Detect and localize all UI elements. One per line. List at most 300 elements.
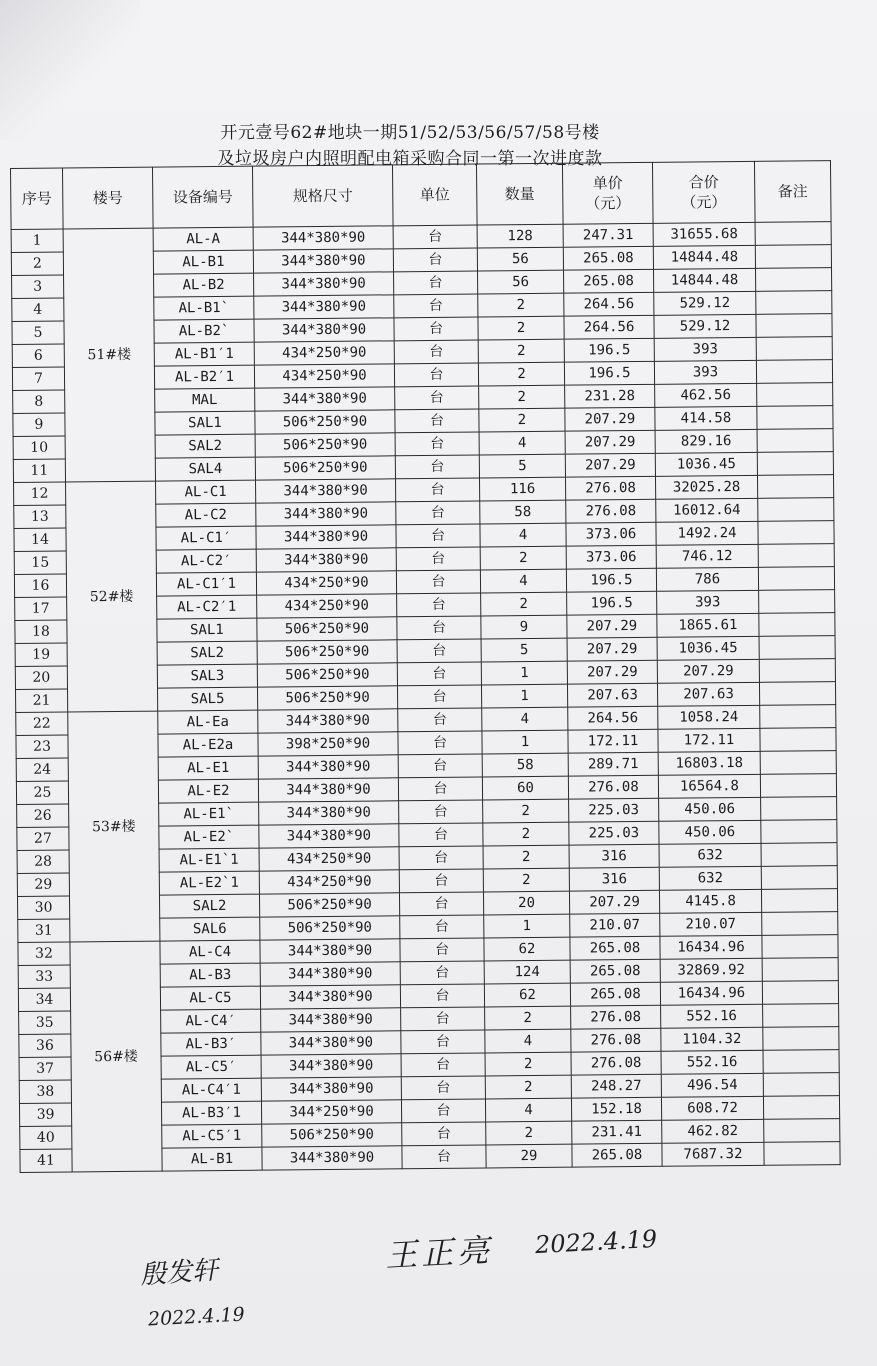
note-cell [762, 958, 838, 982]
spec-cell: 434*250*90 [257, 594, 397, 618]
header-total-line1: 合价 [688, 173, 719, 192]
price-cell: 265.08 [563, 246, 653, 270]
seq-cell: 22 [16, 712, 68, 735]
device-cell: AL-E1`1 [159, 848, 259, 872]
spec-cell: 506*250*90 [257, 640, 397, 664]
note-cell [761, 866, 837, 890]
qty-cell: 2 [485, 1075, 571, 1099]
unit-cell: 台 [399, 823, 483, 847]
header-seq: 序号 [11, 168, 64, 229]
seq-cell: 30 [17, 896, 69, 919]
price-cell: 225.03 [569, 798, 659, 822]
header-qty: 数量 [476, 163, 563, 225]
price-cell: 196.5 [567, 591, 657, 615]
qty-cell: 58 [482, 753, 568, 777]
note-cell [759, 682, 835, 706]
seq-cell: 1 [11, 229, 63, 252]
qty-cell: 60 [482, 776, 568, 800]
price-cell: 276.08 [565, 476, 655, 500]
price-cell: 207.63 [567, 683, 657, 707]
total-cell: 172.11 [658, 728, 760, 752]
qty-cell: 2 [478, 293, 564, 317]
note-cell [761, 797, 837, 821]
spec-cell: 344*380*90 [261, 1054, 401, 1078]
device-cell: SAL2 [159, 894, 259, 918]
note-cell [757, 406, 833, 430]
total-cell: 1058.24 [658, 705, 760, 729]
total-cell: 1865.61 [657, 613, 759, 637]
total-cell: 14844.48 [654, 268, 756, 292]
spec-cell: 344*380*90 [260, 939, 400, 963]
building-cell: 53#楼 [68, 711, 160, 942]
total-cell: 1036.45 [657, 636, 759, 660]
total-cell: 16434.96 [660, 981, 762, 1005]
unit-cell: 台 [402, 1145, 486, 1169]
paper-shadow [0, 0, 140, 140]
unit-cell: 台 [397, 639, 481, 663]
spec-cell: 506*250*90 [257, 686, 397, 710]
note-cell [762, 935, 838, 959]
unit-cell: 台 [396, 570, 480, 594]
seq-cell: 4 [12, 298, 64, 321]
seq-cell: 41 [20, 1149, 72, 1172]
price-cell: 231.41 [572, 1120, 662, 1144]
total-cell: 529.12 [654, 291, 756, 315]
note-cell [757, 383, 833, 407]
note-cell [759, 636, 835, 660]
building-cell: 56#楼 [70, 941, 162, 1172]
device-cell: AL-B1′1 [154, 342, 254, 366]
unit-cell: 台 [396, 501, 480, 525]
spec-cell: 344*380*90 [254, 295, 394, 319]
device-cell: AL-C4′ [161, 1009, 261, 1033]
unit-cell: 台 [400, 961, 484, 985]
building-cell: 51#楼 [63, 228, 155, 482]
seq-cell: 29 [17, 873, 69, 896]
total-cell: 552.16 [661, 1050, 763, 1074]
device-cell: SAL5 [157, 687, 257, 711]
qty-cell: 9 [481, 615, 567, 639]
seq-cell: 40 [20, 1126, 72, 1149]
total-cell: 632 [659, 866, 761, 890]
seq-cell: 14 [14, 528, 66, 551]
spec-cell: 344*380*90 [256, 479, 396, 503]
seq-cell: 6 [12, 344, 64, 367]
total-cell: 450.06 [659, 820, 761, 844]
price-cell: 172.11 [568, 729, 658, 753]
note-cell [756, 314, 832, 338]
device-cell: AL-B2 [154, 273, 254, 297]
device-cell: AL-B1 [162, 1147, 262, 1171]
header-spec: 规格尺寸 [252, 165, 393, 227]
qty-cell: 5 [479, 454, 565, 478]
table-header-row [11, 161, 832, 230]
seq-cell: 39 [19, 1103, 71, 1126]
qty-cell: 58 [480, 500, 566, 524]
unit-cell: 台 [394, 340, 478, 364]
unit-cell: 台 [398, 708, 482, 732]
price-cell: 231.28 [565, 384, 655, 408]
spec-cell: 344*250*90 [261, 1100, 401, 1124]
qty-cell: 4 [485, 1029, 571, 1053]
note-cell [763, 1050, 839, 1074]
total-cell: 1492.24 [656, 521, 758, 545]
total-cell: 786 [656, 567, 758, 591]
qty-cell: 2 [486, 1121, 572, 1145]
price-cell: 225.03 [569, 821, 659, 845]
qty-cell: 2 [481, 592, 567, 616]
signature-left-name: 殷发轩 [139, 1255, 220, 1291]
unit-cell: 台 [393, 248, 477, 272]
seq-cell: 11 [13, 459, 65, 482]
qty-cell: 2 [483, 868, 569, 892]
total-cell: 16564.8 [658, 774, 760, 798]
spec-cell: 506*250*90 [255, 456, 395, 480]
note-cell [760, 751, 836, 775]
qty-cell: 62 [484, 983, 570, 1007]
seq-cell: 15 [14, 551, 66, 574]
device-cell: MAL [155, 388, 255, 412]
total-cell: 393 [654, 360, 756, 384]
price-cell: 264.56 [568, 706, 658, 730]
qty-cell: 2 [485, 1006, 571, 1030]
spec-cell: 344*380*90 [254, 272, 394, 296]
qty-cell: 56 [477, 247, 563, 271]
qty-cell: 1 [481, 661, 567, 685]
total-cell: 207.29 [657, 659, 759, 683]
device-cell: AL-Ea [158, 710, 258, 734]
spec-cell: 344*380*90 [253, 226, 393, 250]
note-cell [758, 567, 834, 591]
device-cell: AL-B2′1 [154, 365, 254, 389]
price-cell: 264.56 [564, 315, 654, 339]
spec-cell: 434*250*90 [259, 847, 399, 871]
device-cell: AL-C2′ [156, 549, 256, 573]
price-cell: 207.29 [567, 614, 657, 638]
device-cell: AL-E2`1 [159, 871, 259, 895]
device-cell: AL-C4 [160, 940, 260, 964]
note-cell [764, 1142, 840, 1166]
price-cell: 196.5 [564, 338, 654, 362]
total-cell: 1036.45 [655, 452, 757, 476]
unit-cell: 台 [401, 1007, 485, 1031]
unit-cell: 台 [394, 271, 478, 295]
total-cell: 414.58 [655, 406, 757, 430]
spec-cell: 506*250*90 [255, 433, 395, 457]
price-cell: 264.56 [564, 292, 654, 316]
header-total [652, 161, 755, 223]
note-cell [761, 843, 837, 867]
qty-cell: 128 [477, 224, 563, 248]
spec-cell: 344*380*90 [259, 801, 399, 825]
total-cell: 608.72 [661, 1096, 763, 1120]
table-body [11, 222, 840, 1173]
qty-cell: 4 [482, 707, 568, 731]
total-cell: 529.12 [654, 314, 756, 338]
seq-cell: 18 [15, 620, 67, 643]
unit-cell: 台 [395, 386, 479, 410]
spec-cell: 344*380*90 [259, 824, 399, 848]
spec-cell: 344*380*90 [256, 502, 396, 526]
spec-cell: 506*250*90 [255, 410, 395, 434]
device-cell: AL-E2` [159, 825, 259, 849]
spec-cell: 434*250*90 [256, 571, 396, 595]
qty-cell: 2 [478, 362, 564, 386]
unit-cell: 台 [394, 317, 478, 341]
spec-cell: 344*380*90 [262, 1146, 402, 1170]
seq-cell: 35 [19, 1011, 71, 1034]
device-cell: AL-B3′1 [161, 1101, 261, 1125]
unit-cell: 台 [398, 731, 482, 755]
price-cell: 373.06 [566, 545, 656, 569]
unit-cell: 台 [395, 455, 479, 479]
price-cell: 196.5 [564, 361, 654, 385]
unit-cell: 台 [396, 478, 480, 502]
unit-cell: 台 [395, 409, 479, 433]
device-cell: SAL2 [155, 434, 255, 458]
price-cell: 207.29 [565, 430, 655, 454]
total-cell: 32025.28 [655, 475, 757, 499]
unit-cell: 台 [398, 754, 482, 778]
spec-cell: 344*380*90 [261, 1008, 401, 1032]
price-cell: 248.27 [571, 1074, 661, 1098]
price-cell: 289.71 [568, 752, 658, 776]
price-cell: 265.08 [572, 1143, 662, 1167]
price-cell: 265.08 [570, 959, 660, 983]
unit-cell: 台 [401, 1076, 485, 1100]
total-cell: 393 [657, 590, 759, 614]
total-cell: 16434.96 [660, 935, 762, 959]
note-cell [764, 1119, 840, 1143]
total-cell: 393 [654, 337, 756, 361]
device-cell: SAL1 [155, 411, 255, 435]
price-cell: 316 [569, 844, 659, 868]
price-cell: 152.18 [571, 1097, 661, 1121]
building-cell: 52#楼 [66, 481, 158, 712]
total-cell: 1104.32 [661, 1027, 763, 1051]
price-cell: 207.29 [567, 637, 657, 661]
seq-cell: 37 [19, 1057, 71, 1080]
total-cell: 16803.18 [658, 751, 760, 775]
total-cell: 829.16 [655, 429, 757, 453]
spec-cell: 506*250*90 [260, 916, 400, 940]
seq-cell: 7 [12, 367, 64, 390]
price-cell: 265.08 [570, 936, 660, 960]
seq-cell: 17 [15, 597, 67, 620]
note-cell [762, 981, 838, 1005]
unit-cell: 台 [394, 363, 478, 387]
seq-cell: 23 [16, 735, 68, 758]
note-cell [762, 912, 838, 936]
spec-cell: 434*250*90 [259, 870, 399, 894]
note-cell [756, 360, 832, 384]
qty-cell: 4 [485, 1098, 571, 1122]
unit-cell: 台 [396, 547, 480, 571]
price-cell: 265.08 [564, 269, 654, 293]
total-cell: 450.06 [659, 797, 761, 821]
device-cell: SAL3 [157, 664, 257, 688]
qty-cell: 4 [480, 523, 566, 547]
total-cell: 462.82 [662, 1119, 764, 1143]
note-cell [758, 544, 834, 568]
device-cell: AL-B1 [153, 250, 253, 274]
device-cell: AL-C4′1 [161, 1078, 261, 1102]
spec-cell: 344*380*90 [253, 249, 393, 273]
device-cell: AL-C5′ [161, 1055, 261, 1079]
unit-cell: 台 [401, 1099, 485, 1123]
note-cell [758, 521, 834, 545]
signature-left-date: 2022.4.19 [147, 1303, 246, 1331]
seq-cell: 9 [13, 413, 65, 436]
spec-cell: 344*380*90 [256, 548, 396, 572]
qty-cell: 4 [480, 569, 566, 593]
unit-cell: 台 [401, 1053, 485, 1077]
qty-cell: 2 [479, 385, 565, 409]
seq-cell: 5 [12, 321, 64, 344]
unit-cell: 台 [397, 593, 481, 617]
qty-cell: 1 [482, 730, 568, 754]
unit-cell: 台 [393, 225, 477, 249]
price-cell: 316 [569, 867, 659, 891]
note-cell [761, 889, 837, 913]
spec-cell: 434*250*90 [254, 341, 394, 365]
unit-cell: 台 [394, 294, 478, 318]
spec-cell: 434*250*90 [254, 364, 394, 388]
price-cell: 207.29 [567, 660, 657, 684]
seq-cell: 34 [18, 988, 70, 1011]
header-note: 备注 [754, 161, 831, 223]
seq-cell: 36 [19, 1034, 71, 1057]
spec-cell: 398*250*90 [258, 732, 398, 756]
seq-cell: 33 [18, 965, 70, 988]
device-cell: AL-E2 [158, 779, 258, 803]
seq-cell: 24 [16, 758, 68, 781]
total-cell: 552.16 [661, 1004, 763, 1028]
progress-payment-table [10, 160, 841, 1173]
qty-cell: 56 [478, 270, 564, 294]
device-cell: SAL4 [155, 457, 255, 481]
note-cell [763, 1004, 839, 1028]
spec-cell: 344*380*90 [258, 778, 398, 802]
header-price [562, 162, 653, 224]
total-cell: 746.12 [656, 544, 758, 568]
price-cell: 207.29 [565, 453, 655, 477]
total-cell: 14844.48 [653, 245, 755, 269]
device-cell: AL-C5 [160, 986, 260, 1010]
device-cell: SAL6 [160, 917, 260, 941]
price-cell: 210.07 [570, 913, 660, 937]
unit-cell: 台 [397, 662, 481, 686]
spec-cell: 344*380*90 [255, 387, 395, 411]
device-cell: AL-C2′1 [157, 595, 257, 619]
device-cell: AL-B3 [160, 963, 260, 987]
qty-cell: 2 [483, 799, 569, 823]
note-cell [756, 291, 832, 315]
device-cell: AL-E2a [158, 733, 258, 757]
note-cell [763, 1027, 839, 1051]
header-price-line2: （元） [585, 194, 631, 213]
header-unit: 单位 [392, 164, 477, 226]
seq-cell: 10 [13, 436, 65, 459]
qty-cell: 2 [478, 339, 564, 363]
device-cell: AL-E1` [159, 802, 259, 826]
unit-cell: 台 [399, 869, 483, 893]
spec-cell: 344*380*90 [260, 985, 400, 1009]
device-cell: AL-E1 [158, 756, 258, 780]
unit-cell: 台 [402, 1122, 486, 1146]
note-cell [759, 590, 835, 614]
price-cell: 265.08 [570, 982, 660, 1006]
qty-cell: 20 [483, 891, 569, 915]
note-cell [757, 452, 833, 476]
spec-cell: 344*380*90 [256, 525, 396, 549]
seq-cell: 2 [11, 252, 63, 275]
qty-cell: 2 [485, 1052, 571, 1076]
unit-cell: 台 [395, 432, 479, 456]
seq-cell: 21 [16, 689, 68, 712]
unit-cell: 台 [401, 1030, 485, 1054]
spec-cell: 344*380*90 [260, 962, 400, 986]
note-cell [759, 613, 835, 637]
document-title-line1: 开元壹号62#地块一期51/52/53/56/57/58号楼 [220, 123, 600, 143]
qty-cell: 124 [484, 960, 570, 984]
total-cell: 32869.92 [660, 958, 762, 982]
seq-cell: 20 [15, 666, 67, 689]
seq-cell: 38 [19, 1080, 71, 1103]
qty-cell: 29 [486, 1144, 572, 1168]
note-cell [759, 659, 835, 683]
qty-cell: 2 [483, 822, 569, 846]
note-cell [755, 268, 831, 292]
total-cell: 31655.68 [653, 222, 755, 246]
seq-cell: 12 [14, 482, 66, 505]
spec-cell: 344*380*90 [258, 755, 398, 779]
qty-cell: 5 [481, 638, 567, 662]
note-cell [760, 774, 836, 798]
total-cell: 462.56 [655, 383, 757, 407]
header-price-line1: 单价 [592, 174, 623, 193]
unit-cell: 台 [399, 892, 483, 916]
price-cell: 276.08 [568, 775, 658, 799]
note-cell [755, 222, 831, 246]
spec-cell: 506*250*90 [262, 1123, 402, 1147]
note-cell [755, 245, 831, 269]
price-cell: 247.31 [563, 223, 653, 247]
seq-cell: 3 [12, 275, 64, 298]
unit-cell: 台 [399, 800, 483, 824]
seq-cell: 25 [16, 781, 68, 804]
spec-cell: 344*380*90 [261, 1031, 401, 1055]
note-cell [756, 337, 832, 361]
total-cell: 210.07 [660, 912, 762, 936]
seq-cell: 32 [18, 942, 70, 965]
spec-cell: 506*250*90 [259, 893, 399, 917]
header-device: 设备编号 [152, 166, 253, 228]
unit-cell: 台 [397, 616, 481, 640]
note-cell [757, 429, 833, 453]
qty-cell: 4 [479, 431, 565, 455]
total-cell: 16012.64 [656, 498, 758, 522]
seq-cell: 31 [18, 919, 70, 942]
device-cell: AL-B2` [154, 319, 254, 343]
device-cell: SAL2 [157, 641, 257, 665]
unit-cell: 台 [400, 938, 484, 962]
note-cell [763, 1096, 839, 1120]
total-cell: 4145.8 [659, 889, 761, 913]
note-cell [761, 820, 837, 844]
total-cell: 207.63 [657, 682, 759, 706]
header-building: 楼号 [63, 167, 154, 229]
